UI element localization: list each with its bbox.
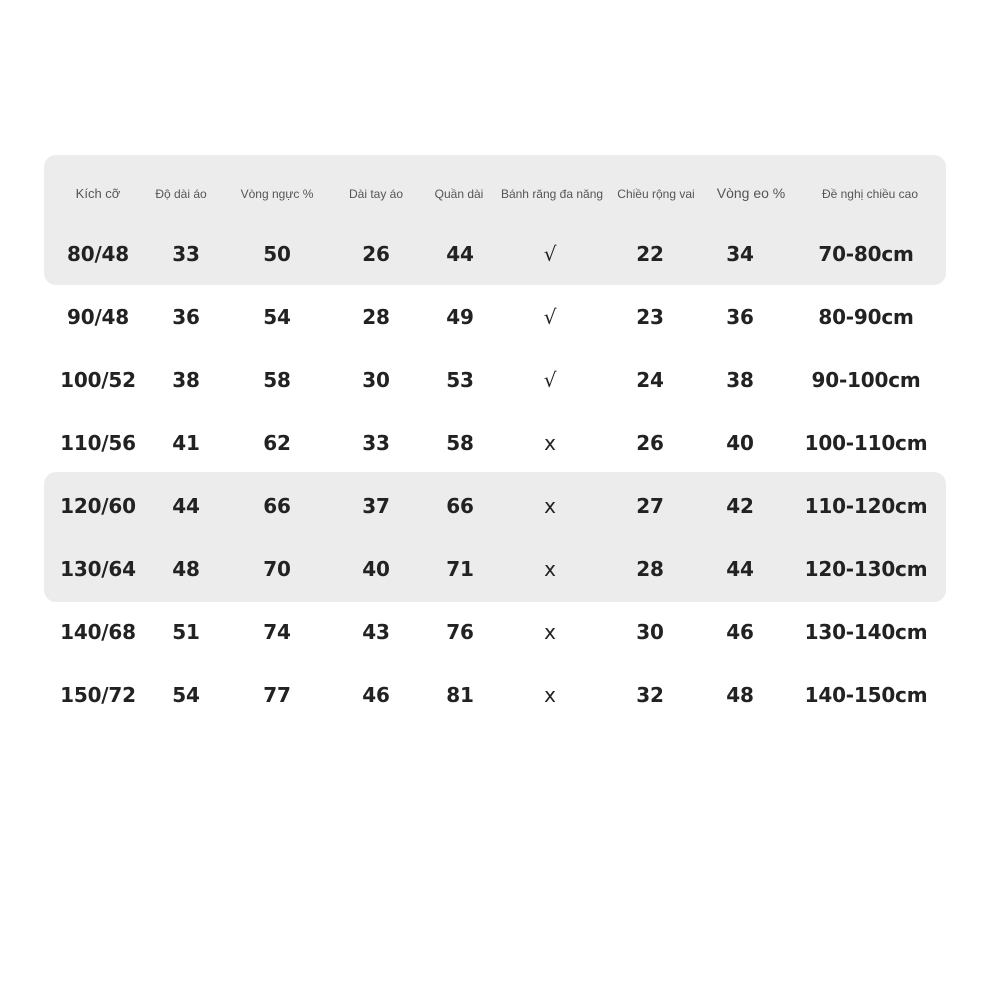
table-row (44, 285, 946, 348)
cell-sleeve-length: 43 (362, 620, 390, 644)
cell-suggested-height: 90-100cm (811, 368, 921, 392)
cell-size: 110/56 (60, 431, 136, 455)
cell-sleeve-length: 37 (362, 494, 390, 518)
header-multi-gear: Bánh răng đa năng (500, 187, 604, 201)
cell-suggested-height: 70-80cm (818, 242, 914, 266)
cell-multi-gear: x (544, 557, 556, 581)
cell-suggested-height: 130-140cm (804, 620, 928, 644)
cell-sleeve-length: 28 (362, 305, 390, 329)
cell-multi-gear: x (544, 494, 556, 518)
cell-size: 140/68 (60, 620, 136, 644)
cell-multi-gear: x (544, 620, 556, 644)
cell-shirt-length: 36 (172, 305, 200, 329)
cell-waist: 36 (726, 305, 754, 329)
cell-chest: 74 (263, 620, 291, 644)
cell-chest: 66 (263, 494, 291, 518)
cell-waist: 34 (726, 242, 754, 266)
cell-size: 100/52 (60, 368, 136, 392)
cell-waist: 42 (726, 494, 754, 518)
cell-suggested-height: 140-150cm (804, 683, 928, 707)
table-header-row (44, 155, 946, 230)
cell-chest: 54 (263, 305, 291, 329)
cell-multi-gear: x (544, 431, 556, 455)
cell-waist: 38 (726, 368, 754, 392)
cell-suggested-height: 100-110cm (804, 431, 928, 455)
cell-shoulder-width: 22 (636, 242, 664, 266)
cell-sleeve-length: 30 (362, 368, 390, 392)
cell-waist: 48 (726, 683, 754, 707)
cell-shirt-length: 54 (172, 683, 200, 707)
cell-shoulder-width: 28 (636, 557, 664, 581)
cell-waist: 44 (726, 557, 754, 581)
table-row (44, 600, 946, 663)
cell-chest: 58 (263, 368, 291, 392)
cell-shirt-length: 44 (172, 494, 200, 518)
cell-chest: 70 (263, 557, 291, 581)
cell-chest: 50 (263, 242, 291, 266)
cell-pants-length: 58 (446, 431, 474, 455)
cell-pants-length: 71 (446, 557, 474, 581)
cell-shoulder-width: 30 (636, 620, 664, 644)
cell-sleeve-length: 33 (362, 431, 390, 455)
cell-shirt-length: 51 (172, 620, 200, 644)
cell-shoulder-width: 23 (636, 305, 664, 329)
cell-pants-length: 76 (446, 620, 474, 644)
table-row (44, 230, 946, 285)
cell-shirt-length: 41 (172, 431, 200, 455)
cell-multi-gear: x (544, 683, 556, 707)
cell-sleeve-length: 26 (362, 242, 390, 266)
cell-multi-gear: √ (543, 242, 557, 266)
cell-waist: 46 (726, 620, 754, 644)
cell-pants-length: 49 (446, 305, 474, 329)
cell-pants-length: 53 (446, 368, 474, 392)
cell-pants-length: 81 (446, 683, 474, 707)
cell-size: 90/48 (67, 305, 129, 329)
header-waist: Vòng eo % (716, 185, 786, 201)
size-chart-table (44, 155, 946, 726)
cell-multi-gear: √ (543, 305, 557, 329)
cell-shoulder-width: 26 (636, 431, 664, 455)
cell-sleeve-length: 46 (362, 683, 390, 707)
header-suggested-height: Đề nghị chiều cao (821, 187, 919, 201)
cell-size: 150/72 (60, 683, 136, 707)
cell-size: 130/64 (60, 557, 136, 581)
cell-chest: 62 (263, 431, 291, 455)
table-row (44, 537, 946, 600)
cell-shoulder-width: 32 (636, 683, 664, 707)
cell-shoulder-width: 27 (636, 494, 664, 518)
cell-multi-gear: √ (543, 368, 557, 392)
cell-shirt-length: 38 (172, 368, 200, 392)
header-sleeve-length: Dài tay áo (348, 187, 404, 201)
cell-chest: 77 (263, 683, 291, 707)
header-pants-length: Quần dài (434, 187, 484, 201)
header-shoulder-width: Chiều rộng vai (617, 187, 695, 201)
cell-size: 120/60 (60, 494, 136, 518)
cell-size: 80/48 (67, 242, 129, 266)
cell-shirt-length: 48 (172, 557, 200, 581)
cell-waist: 40 (726, 431, 754, 455)
table-row (44, 348, 946, 411)
cell-pants-length: 44 (446, 242, 474, 266)
cell-suggested-height: 120-130cm (804, 557, 928, 581)
header-chest: Vòng ngực % (240, 187, 314, 201)
header-shirt-length: Độ dài áo (155, 187, 207, 201)
cell-suggested-height: 80-90cm (818, 305, 914, 329)
cell-suggested-height: 110-120cm (804, 494, 928, 518)
cell-sleeve-length: 40 (362, 557, 390, 581)
cell-pants-length: 66 (446, 494, 474, 518)
cell-shoulder-width: 24 (636, 368, 664, 392)
header-size: Kích cỡ (75, 186, 121, 201)
table-row (44, 474, 946, 537)
table-row (44, 411, 946, 474)
cell-shirt-length: 33 (172, 242, 200, 266)
table-row (44, 663, 946, 726)
